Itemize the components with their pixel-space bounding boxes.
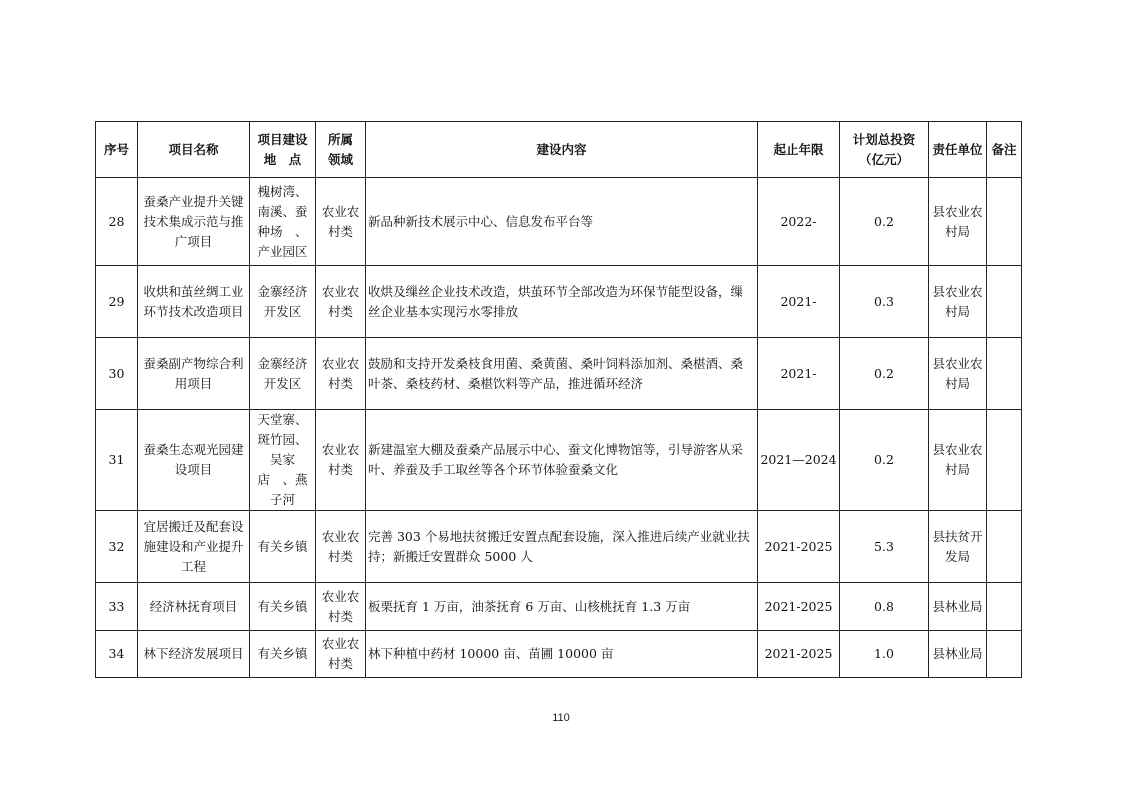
table-row — [96, 410, 1022, 511]
table-row — [96, 631, 1022, 678]
cell-unit: 县林业局 — [929, 631, 987, 678]
cell-name: 蚕桑副产物综合利用项目 — [138, 338, 250, 410]
header-index: 序号 — [96, 122, 138, 178]
cell-investment: 0.2 — [840, 410, 929, 511]
cell-name: 经济林抚育项目 — [138, 583, 250, 631]
cell-index: 28 — [96, 178, 138, 266]
cell-field: 农业农村类 — [316, 410, 366, 511]
table-row — [96, 583, 1022, 631]
cell-content: 完善 303 个易地扶贫搬迁安置点配套设施，深入推进后续产业就业扶持；新搬迁安置群众 5000 人 — [366, 511, 758, 583]
cell-name: 收烘和茧丝绸工业环节技术改造项目 — [138, 266, 250, 338]
cell-unit: 县林业局 — [929, 583, 987, 631]
cell-content: 林下种植中药材 10000 亩、苗圃 10000 亩 — [366, 631, 758, 678]
cell-investment: 0.3 — [840, 266, 929, 338]
cell-investment: 0.8 — [840, 583, 929, 631]
cell-location: 槐树湾、南溪、蚕种场 、产业园区 — [250, 178, 316, 266]
header-period: 起止年限 — [758, 122, 840, 178]
cell-name: 蚕桑产业提升关键技术集成示范与推广项目 — [138, 178, 250, 266]
cell-location: 有关乡镇 — [250, 511, 316, 583]
cell-period: 2021-2025 — [758, 631, 840, 678]
table-row — [96, 266, 1022, 338]
cell-name: 蚕桑生态观光园建设项目 — [138, 410, 250, 511]
cell-notes — [987, 583, 1022, 631]
cell-period: 2021- — [758, 338, 840, 410]
cell-content: 新品种新技术展示中心、信息发布平台等 — [366, 178, 758, 266]
cell-content: 鼓励和支持开发桑枝食用菌、桑黄菌、桑叶饲料添加剂、桑椹酒、桑叶茶、桑枝药材、桑椹饮料等产品，推进循环经济 — [366, 338, 758, 410]
cell-location: 金寨经济开发区 — [250, 266, 316, 338]
cell-field: 农业农村类 — [316, 583, 366, 631]
cell-notes — [987, 631, 1022, 678]
cell-index: 32 — [96, 511, 138, 583]
cell-field: 农业农村类 — [316, 511, 366, 583]
cell-investment: 0.2 — [840, 338, 929, 410]
cell-field: 农业农村类 — [316, 178, 366, 266]
cell-period: 2021—2024 — [758, 410, 840, 511]
header-notes: 备注 — [987, 122, 1022, 178]
cell-content: 收烘及缫丝企业技术改造，烘茧环节全部改造为环保节能型设备，缫丝企业基本实现污水零排放 — [366, 266, 758, 338]
header-location: 项目建设 地 点 — [250, 122, 316, 178]
cell-index: 34 — [96, 631, 138, 678]
cell-field: 农业农村类 — [316, 338, 366, 410]
cell-investment: 5.3 — [840, 511, 929, 583]
cell-period: 2022- — [758, 178, 840, 266]
cell-notes — [987, 511, 1022, 583]
cell-period: 2021- — [758, 266, 840, 338]
header-investment: 计划总投资 （亿元） — [840, 122, 929, 178]
cell-index: 30 — [96, 338, 138, 410]
cell-unit: 县扶贫开发局 — [929, 511, 987, 583]
cell-content: 新建温室大棚及蚕桑产品展示中心、蚕文化博物馆等，引导游客从采叶、养蚕及手工取丝等各个环节体验蚕桑文化 — [366, 410, 758, 511]
cell-name: 宜居搬迁及配套设施建设和产业提升工程 — [138, 511, 250, 583]
cell-period: 2021-2025 — [758, 511, 840, 583]
cell-name: 林下经济发展项目 — [138, 631, 250, 678]
cell-investment: 0.2 — [840, 178, 929, 266]
header-name: 项目名称 — [138, 122, 250, 178]
cell-location: 金寨经济开发区 — [250, 338, 316, 410]
cell-unit: 县农业农村局 — [929, 266, 987, 338]
header-field: 所属 领域 — [316, 122, 366, 178]
table-row — [96, 178, 1022, 266]
cell-field: 农业农村类 — [316, 266, 366, 338]
cell-notes — [987, 266, 1022, 338]
table-header-row — [96, 122, 1022, 178]
cell-period: 2021-2025 — [758, 583, 840, 631]
cell-location: 天堂寨、斑竹园、吴家店 、燕子河 — [250, 410, 316, 511]
cell-notes — [987, 410, 1022, 511]
cell-unit: 县农业农村局 — [929, 410, 987, 511]
cell-notes — [987, 178, 1022, 266]
header-unit: 责任单位 — [929, 122, 987, 178]
cell-notes — [987, 338, 1022, 410]
table-row — [96, 338, 1022, 410]
cell-content: 板栗抚育 1 万亩，油茶抚育 6 万亩、山核桃抚育 1.3 万亩 — [366, 583, 758, 631]
cell-index: 29 — [96, 266, 138, 338]
cell-unit: 县农业农村局 — [929, 178, 987, 266]
project-table — [95, 121, 1022, 678]
cell-location: 有关乡镇 — [250, 631, 316, 678]
cell-location: 有关乡镇 — [250, 583, 316, 631]
cell-investment: 1.0 — [840, 631, 929, 678]
table-row — [96, 511, 1022, 583]
cell-index: 33 — [96, 583, 138, 631]
cell-unit: 县农业农村局 — [929, 338, 987, 410]
cell-index: 31 — [96, 410, 138, 511]
page-number: 110 — [552, 712, 570, 724]
header-content: 建设内容 — [366, 122, 758, 178]
cell-field: 农业农村类 — [316, 631, 366, 678]
